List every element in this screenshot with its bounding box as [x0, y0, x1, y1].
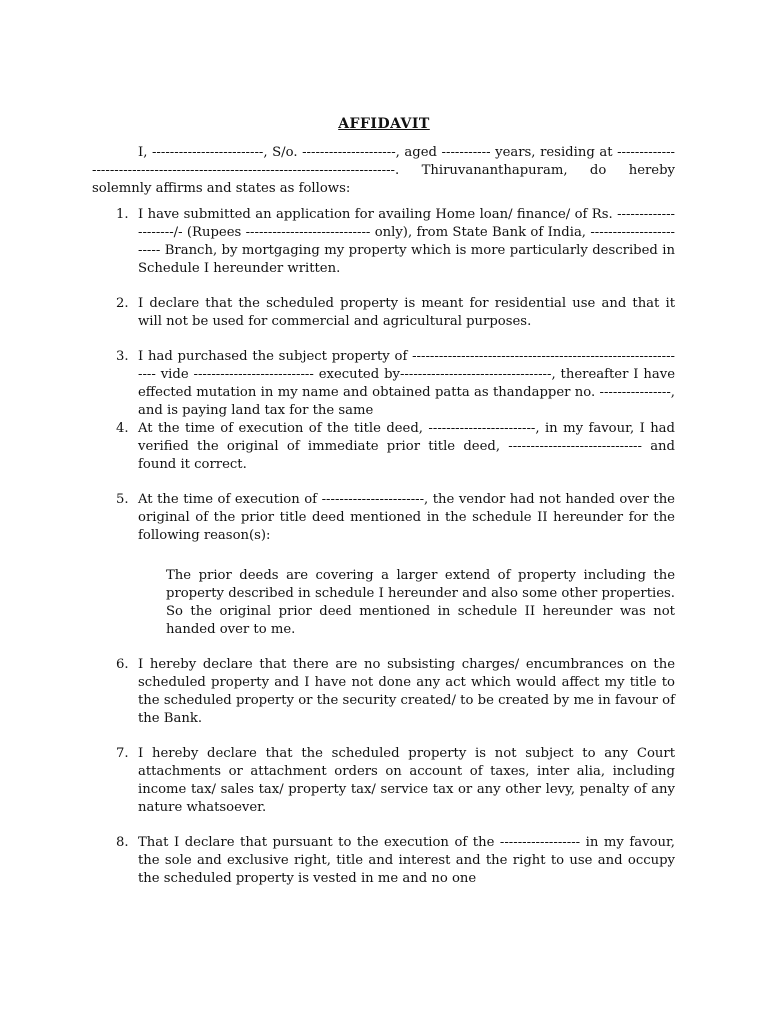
clause-number: 4. — [116, 421, 129, 436]
clause-1 — [92, 206, 675, 278]
clause-8 — [92, 834, 675, 888]
affidavit-clauses-list — [92, 206, 675, 888]
document-title: AFFIDAVIT — [338, 116, 430, 132]
intro-text: I, -------------------------, S/o. ---------------------, aged ----------- years, residing at ---------------------------------------------------------------------------------. Thiruvananthapuram, do hereby solemnly affirms and states as follows: — [92, 145, 675, 196]
clause-number: 3. — [116, 349, 129, 364]
clause-7 — [92, 745, 675, 817]
clause-number: 2. — [116, 296, 129, 311]
clause-number: 5. — [116, 492, 129, 507]
clause-text: At the time of execution of the title deed, ------------------------, in my favour, I had verified the original of immediate prior title deed, ------------------------------ and found it correct. — [138, 421, 675, 472]
clause-number: 8. — [116, 835, 129, 850]
intro-paragraph — [92, 144, 675, 198]
clause-text: I had purchased the subject property of --------------------------------------------------------------- vide --------------------------- executed by----------------------------------, thereafter I have effected mutation in my name and obtained patta as thandapper no. ----------------, and is paying land tax for the same — [138, 349, 675, 418]
clause-text: I hereby declare that there are no subsisting charges/ encumbrances on the scheduled property and I have not done any act which would affect my title to the scheduled property or the security created/ to be created by me in favour of the Bank. — [138, 657, 675, 726]
clause-text: I hereby declare that the scheduled property is not subject to any Court attachments or attachment orders on account of taxes, inter alia, including income tax/ sales tax/ property tax/ service tax or any other levy, penalty of any nature whatsoever. — [138, 746, 675, 815]
clause-3 — [92, 348, 675, 420]
clause-2 — [92, 295, 675, 331]
clause-text: That I declare that pursuant to the execution of the ------------------ in my favour, the sole and exclusive right, title and interest and the right to use and occupy the scheduled property is vested in me and no one — [138, 835, 675, 886]
clause-number: 6. — [116, 657, 129, 672]
clause-text: I have submitted an application for availing Home loan/ finance/ of Rs. ---------------------/- (Rupees ---------------------------- only), from State Bank of India, ------------------------ Branch, by mortgaging my property which is more particularly described in Schedule I hereunder written. — [138, 207, 675, 276]
clause-5 — [92, 491, 675, 639]
clause-6 — [92, 656, 675, 728]
clause-text: I declare that the scheduled property is meant for residential use and that it will not be used for commercial and agricultural purposes. — [138, 296, 675, 329]
clause-5-reason: The prior deeds are covering a larger extend of property including the property described in schedule I hereunder and also some other properties. So the original prior deed mentioned in schedule II hereunder was not handed over to me. — [166, 568, 675, 637]
clause-text: At the time of execution of -----------------------, the vendor had not handed over the original of the prior title deed mentioned in the schedule II hereunder for the following reason(s): — [138, 492, 675, 543]
clause-4 — [92, 420, 675, 474]
clause-number: 7. — [116, 746, 129, 761]
clause-number: 1. — [116, 207, 129, 222]
